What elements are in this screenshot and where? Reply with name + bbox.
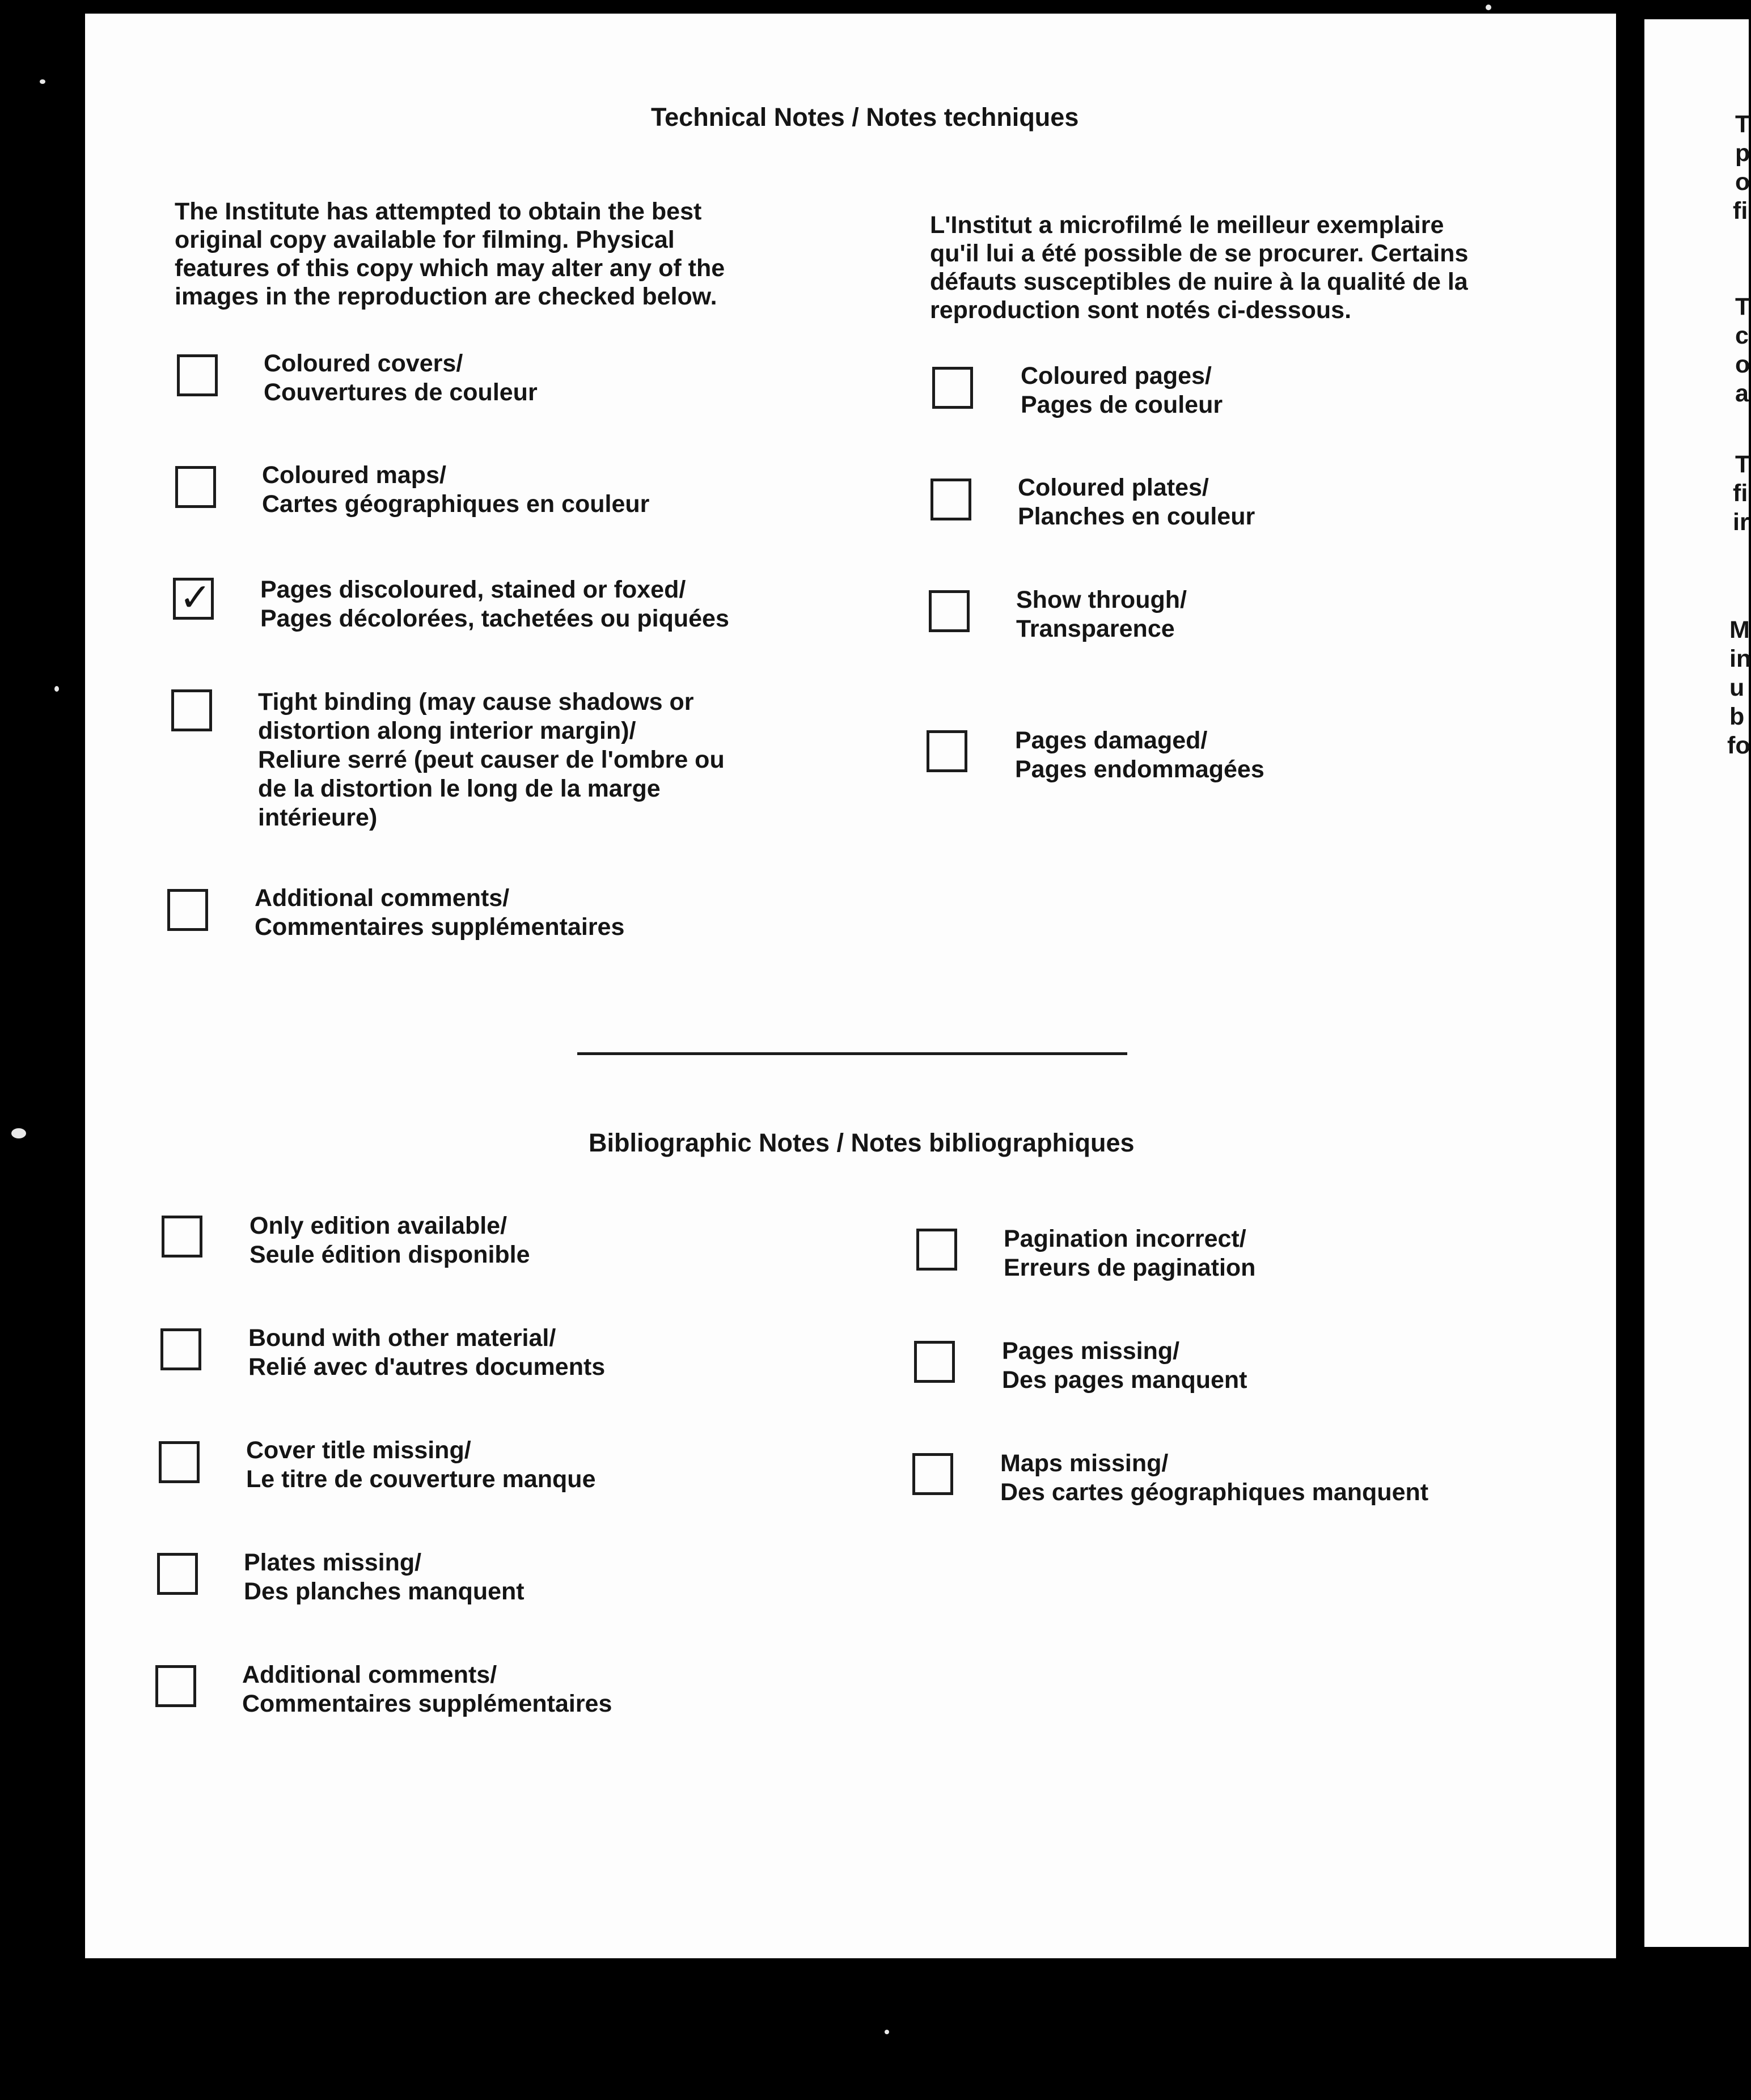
intro-french-line: L'Institut a microfilmé le meilleur exemplaire [930,211,1444,239]
cover-title-missing-label [246,1436,596,1494]
label-line: Des pages manquent [1002,1366,1247,1394]
maps-missing-label [1000,1449,1428,1507]
label-line: Des planches manquent [244,1578,525,1605]
next-page-fragment: T [1735,451,1750,478]
next-page-fragment: T [1735,293,1750,320]
label-line: Pages missing/ [1002,1337,1180,1365]
next-page-fragment: M [1729,616,1750,643]
intro-french-line: défauts susceptibles de nuire à la qualité de la [930,268,1468,295]
pages-discoloured-label [260,575,729,633]
label-line: Bound with other material/ [248,1324,556,1352]
next-page-fragment: c [1735,322,1749,349]
next-page-fragment: fi [1733,197,1748,225]
additional-comments-technical-label [255,884,624,942]
coloured-plates-checkbox[interactable] [931,479,971,520]
label-line: Show through/ [1016,586,1187,613]
next-page-fragment: fo [1727,732,1750,759]
label-line: Pages décolorées, tachetées ou piquées [260,605,729,632]
next-page-fragment: in [1729,645,1751,672]
pages-missing-label [1002,1337,1247,1395]
bound-with-label [248,1324,605,1382]
additional-comments-bibliographic-label [242,1661,612,1718]
next-page-edge [1644,19,1749,1947]
label-line: Couvertures de couleur [264,379,538,406]
additional-comments-bibliographic-checkbox[interactable] [155,1665,196,1707]
additional-comments-technical-checkbox[interactable] [167,889,208,931]
label-line: Additional comments/ [242,1661,497,1688]
section-divider [577,1052,1127,1055]
next-page-fragment: o [1735,351,1750,378]
next-page-fragment: p [1735,139,1750,167]
label-line: de la distortion le long de la marge [258,775,661,802]
label-line: Tight binding (may cause shadows or [258,688,694,715]
next-page-fragment: ir [1733,509,1749,536]
label-line: Le titre de couverture manque [246,1466,596,1493]
label-line: Seule édition disponible [249,1241,530,1268]
label-line: distortion along interior margin)/ [258,717,636,744]
pages-missing-checkbox[interactable] [914,1341,955,1383]
label-line: Erreurs de pagination [1004,1254,1256,1281]
bound-with-checkbox[interactable] [160,1328,201,1370]
scan-speck [54,686,59,692]
label-line: Cartes géographiques en couleur [262,490,650,518]
coloured-maps-label [262,461,649,519]
label-line: Transparence [1016,615,1175,642]
intro-english-line: features of this copy which may alter any of the [175,255,725,282]
next-page-fragment: fi [1733,480,1748,507]
pages-discoloured-checkbox[interactable] [173,575,214,620]
coloured-plates-label [1018,473,1255,531]
label-line: Pagination incorrect/ [1004,1225,1246,1252]
coloured-covers-checkbox[interactable] [177,354,218,396]
label-line: Pages discoloured, stained or foxed/ [260,576,686,603]
plates-missing-checkbox[interactable] [157,1553,198,1595]
scan-speck [11,1128,26,1138]
next-page-fragment: u [1729,674,1745,701]
next-page-fragment: b [1729,703,1745,730]
coloured-maps-checkbox[interactable] [175,466,216,508]
label-line: Only edition available/ [249,1212,507,1239]
technical-notes-heading: Technical Notes / Notes techniques [651,103,1079,132]
label-line: Coloured plates/ [1018,474,1209,501]
show-through-checkbox[interactable] [929,590,970,632]
pages-damaged-label [1015,726,1264,784]
checkmark-icon: ✓ [179,575,212,620]
cover-title-missing-checkbox[interactable] [159,1441,200,1483]
scan-speck [40,79,45,84]
pagination-incorrect-label [1004,1225,1255,1282]
label-line: Plates missing/ [244,1549,422,1576]
label-line: Relié avec d'autres documents [248,1353,606,1381]
intro-french-line: qu'il lui a été possible de se procurer. Certains [930,240,1469,267]
document-page [85,14,1616,1958]
label-line: Planches en couleur [1018,503,1255,530]
plates-missing-label [244,1548,525,1606]
intro-french-line: reproduction sont notés ci-dessous. [930,297,1352,324]
label-line: Pages damaged/ [1015,727,1208,754]
tight-binding-label [258,688,725,832]
label-line: Maps missing/ [1000,1450,1169,1477]
label-line: Pages endommagées [1015,756,1264,783]
next-page-fragment: T [1735,111,1750,138]
intro-english-line: original copy available for filming. Physical [175,226,675,253]
label-line: Des cartes géographiques manquent [1000,1479,1429,1506]
label-line: Commentaires supplémentaires [242,1690,612,1717]
label-line: Coloured maps/ [262,462,446,489]
coloured-covers-label [264,349,538,407]
label-line: Additional comments/ [255,884,510,912]
label-line: Pages de couleur [1021,391,1223,418]
intro-english [175,197,725,311]
show-through-label [1016,586,1187,643]
next-page-fragment: o [1735,168,1750,196]
next-page-fragment: a [1735,380,1749,407]
label-line: Reliure serré (peut causer de l'ombre ou [258,746,725,773]
label-line: Coloured pages/ [1021,362,1212,389]
scan-speck [885,2030,889,2034]
only-edition-label [249,1212,530,1269]
pages-damaged-checkbox[interactable] [927,730,967,772]
label-line: Cover title missing/ [246,1437,471,1464]
pagination-incorrect-checkbox[interactable] [916,1229,957,1271]
coloured-pages-label [1021,362,1223,420]
maps-missing-checkbox[interactable] [912,1453,953,1495]
label-line: intérieure) [258,804,378,831]
scan-speck [1486,5,1491,10]
label-line: Coloured covers/ [264,350,463,377]
intro-english-line: images in the reproduction are checked below. [175,283,717,310]
bibliographic-notes-heading: Bibliographic Notes / Notes bibliographiques [589,1128,1135,1157]
label-line: Commentaires supplémentaires [255,913,625,941]
only-edition-checkbox[interactable] [162,1216,202,1258]
intro-english-line: The Institute has attempted to obtain the best [175,198,702,225]
intro-french [930,211,1468,324]
coloured-pages-checkbox[interactable] [932,367,973,409]
tight-binding-checkbox[interactable] [171,689,212,731]
